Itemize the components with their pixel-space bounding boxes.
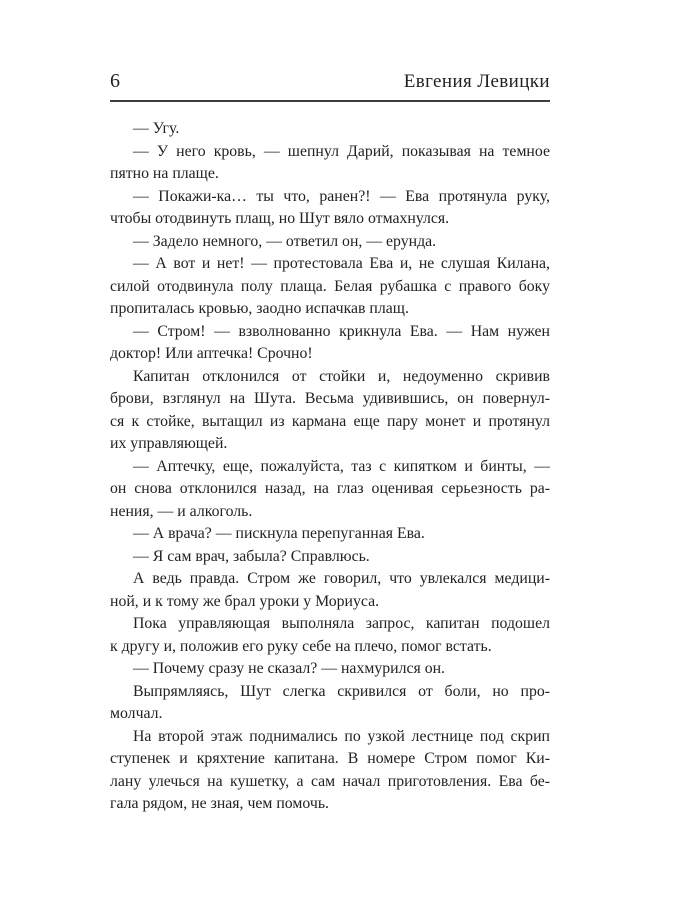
text-line: — А вот и нет! — протестовала Ева и, не слушая Килана,: [133, 255, 550, 272]
page-text: [110, 118, 550, 816]
text-line: молчал.: [110, 705, 163, 722]
text-line: он снова отклонился назад, на глаз оценивая серьезность ра-: [110, 480, 550, 497]
text-line: нения, — и алкоголь.: [110, 502, 253, 520]
text-line: — А врача? — пискнула перепуганная Ева.: [133, 525, 425, 542]
running-header: [110, 68, 550, 95]
text-line: Пока управляющая выполняла запрос, капитан подошел: [133, 615, 550, 632]
text-line: силой отодвинула полу плаща. Белая рубашка с правого боку: [110, 277, 550, 295]
text-line: ся к стойке, вытащил из кармана еще пару монет и протянул: [110, 412, 550, 430]
page-number: 6: [110, 70, 121, 92]
text-line: пропиталась кровью, заодно испачкав плащ.: [110, 300, 409, 317]
text-line: ступенек и кряхтение капитана. В номере Стром помог Ки-: [110, 750, 550, 767]
text-line: — У него кровь, — шепнул Дарий, показывая на темное: [133, 142, 550, 160]
page-column: [110, 68, 550, 816]
text-line: ной, и к тому же брал уроки у Мориуса.: [110, 592, 380, 610]
text-line: гала рядом, не зная, чем помочь.: [110, 795, 329, 812]
text-line: Капитан отклонился от стойки и, недоуменно скривив: [133, 367, 550, 385]
text-line: — Стром! — взволнованно крикнула Ева. — Нам нужен: [133, 322, 550, 340]
text-line: их управляющей.: [110, 435, 228, 452]
text-line: — Задело немного, — ответил он, — ерунда.: [133, 232, 437, 250]
text-line: — Почему сразу не сказал? — нахмурился он.: [133, 660, 445, 677]
text-line: чтобы отодвинуть плащ, но Шут вяло отмахнулся.: [110, 210, 450, 227]
text-line: — Угу.: [133, 120, 180, 137]
text-line: брови, взглянул на Шута. Весьма удивившись, он повернул-: [110, 390, 550, 407]
text-line: к другу и, положив его руку себе на плечо, помог встать.: [110, 637, 492, 655]
text-line: А ведь правда. Стром же говорил, что увлекался медици-: [133, 570, 550, 587]
text-line: доктор! Или аптечка! Срочно!: [110, 345, 313, 362]
text-line: На второй этаж поднимались по узкой лестнице под скрип: [133, 727, 550, 745]
text-line: лану улечься на кушетку, а сам начал приготовления. Ева бе-: [110, 772, 550, 790]
text-line: — Я сам врач, забыла? Справлюсь.: [133, 547, 370, 565]
header-rule: [110, 100, 550, 102]
text-line: — Аптечку, еще, пожалуйста, таз с кипятком и бинты, —: [133, 457, 550, 475]
running-head-author: Евгения Левицки: [403, 71, 550, 92]
text-line: — Покажи-ка… ты что, ранен?! — Ева протянула руку,: [133, 187, 550, 205]
text-line: Выпрямляясь, Шут слегка скривился от боли, но про-: [133, 682, 550, 700]
text-line: пятно на плаще.: [110, 165, 219, 182]
